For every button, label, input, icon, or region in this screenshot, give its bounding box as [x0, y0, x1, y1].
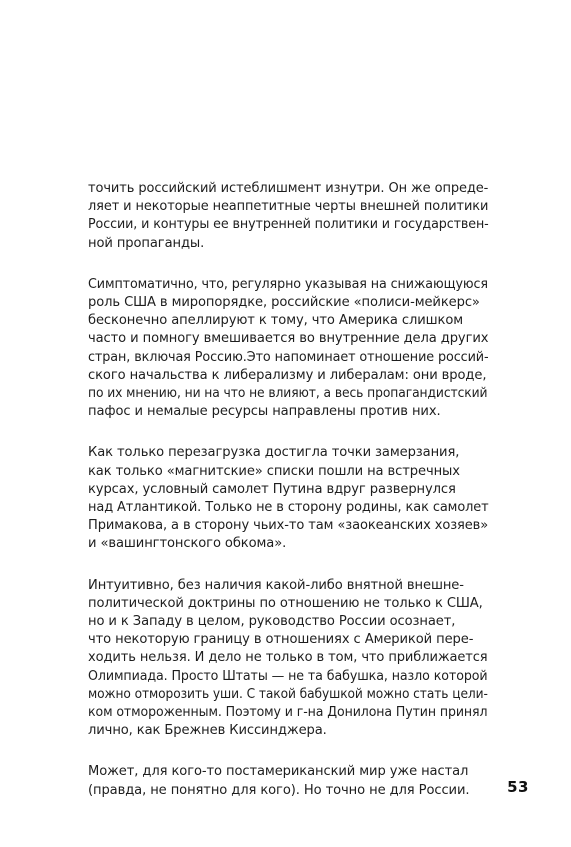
text-line: но и к Западу в целом, руководство России осознает,	[88, 614, 456, 630]
text-line: Интуитивно, без наличия какой-либо внятной внешне-	[88, 577, 464, 593]
text-line: ского начальства к либерализму и либералам: они вроде,	[88, 367, 487, 383]
text-line: Олимпиада. Просто Штаты — не та бабушка, назло которой	[88, 668, 488, 684]
text-line: Примакова, а в сторону чьих-то там «заокеанских хозяев»	[88, 518, 489, 534]
text-line: по их мнению, ни на что не влияют, а весь пропагандистский	[88, 386, 488, 402]
text-line: ляет и некоторые неаппетитные черты внешней политики	[88, 199, 489, 215]
paragraph-5	[88, 763, 488, 799]
paragraph-3	[88, 444, 488, 553]
text-line: России, и контуры ее внутренней политики и государствен-	[88, 217, 489, 233]
text-line: Может, для кого-то постамериканский мир уже настал	[88, 764, 469, 780]
text-line: курсах, условный самолет Путина вдруг развернулся	[88, 481, 456, 497]
page-number: 53	[507, 778, 529, 796]
text-line: ходить нельзя. И дело не только в том, что приближается	[88, 650, 488, 666]
text-line: пафос и немалые ресурсы направлены против них.	[88, 404, 441, 420]
text-line: политической доктрины по отношению не только к США,	[88, 595, 483, 611]
text-line: можно отморозить уши. С такой бабушкой можно стать цели-	[88, 686, 488, 702]
text-line: (правда, не понятно для кого). Но точно не для России.	[88, 782, 470, 798]
body-text	[88, 180, 488, 823]
text-line: ной пропаганды.	[88, 235, 205, 251]
text-line: ком отмороженным. Поэтому и г-на Донилона Путин принял	[88, 705, 488, 721]
paragraph-4	[88, 577, 488, 741]
text-line: Как только перезагрузка достигла точки замерзания,	[88, 445, 460, 461]
text-line: часто и помногу вмешивается во внутренние дела других	[88, 331, 489, 347]
paragraph-1	[88, 180, 488, 253]
text-line: лично, как Брежнев Киссинджера.	[88, 723, 327, 739]
paragraph-2	[88, 276, 488, 422]
text-line: стран, включая Россию.Это напоминает отношение россий-	[88, 349, 489, 365]
text-line: над Атлантикой. Только не в сторону родины, как самолет	[88, 500, 489, 516]
text-line: что некоторую границу в отношениях с Америкой пере-	[88, 632, 474, 648]
text-line: Симптоматично, что, регулярно указывая на снижающуюся	[88, 276, 488, 292]
text-line: точить российский истеблишмент изнутри. Он же опреде-	[88, 181, 489, 196]
text-line: как только «магнитские» списки пошли на встречных	[88, 463, 460, 479]
text-line: и «вашингтонского обкома».	[88, 536, 287, 552]
text-line: бесконечно апеллируют к тому, что Америка слишком	[88, 313, 464, 329]
text-line: роль США в миропорядке, российские «полиси-мейкерс»	[88, 295, 480, 311]
